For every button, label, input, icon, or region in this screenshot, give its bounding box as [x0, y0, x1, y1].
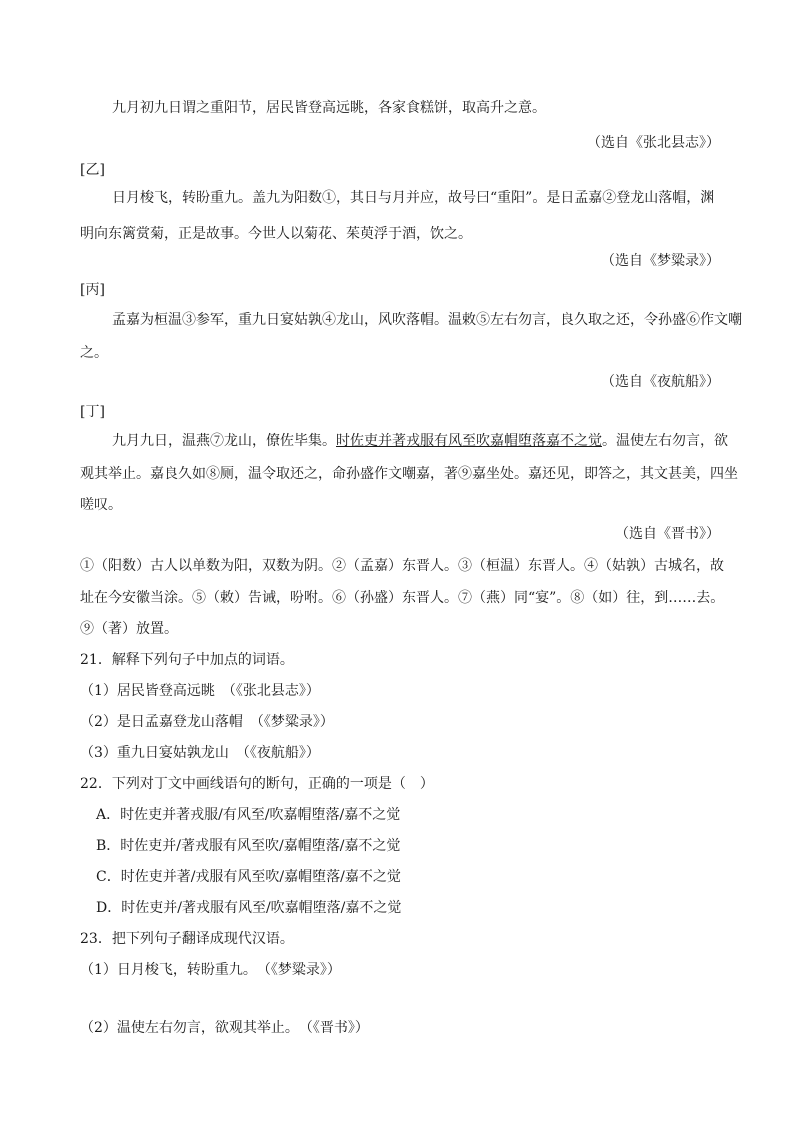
- q22-option-c: C．时佐吏并著/戎服有风至吹/嘉帽堕落/嘉不之觉: [96, 869, 401, 885]
- ding-source: （选自《晋书》）: [615, 526, 720, 542]
- yi-label: [乙]: [80, 162, 105, 178]
- q23-title: 23．把下列句子翻译成现代汉语。: [80, 931, 294, 947]
- ding-line-1: [112, 431, 728, 451]
- yi-source: （选自《梦粱录》）: [601, 253, 720, 269]
- q21-item-3: （3）重九日宴姑孰龙山 （《夜航船》）: [80, 745, 320, 761]
- ding-line-1-start: 九月九日，温燕⑦龙山，僚佐毕集。: [112, 433, 336, 449]
- jia-text: 九月初九日谓之重阳节，居民皆登高远眺，各家食糕饼，取高升之意。: [112, 100, 546, 116]
- notes-line-3: ⑨（著）放置。: [80, 621, 178, 637]
- yi-line-1: 日月梭飞，转盼重九。盖九为阳数①，其日与月并应，故号曰“重阳”。是日孟嘉②登龙山落帽，渊: [112, 190, 715, 206]
- jia-source: （选自《张北县志》）: [587, 135, 720, 151]
- ding-label: [丁]: [80, 404, 105, 420]
- q21-title: 21．解释下列句子中加点的词语。: [80, 652, 294, 668]
- notes-line-2: 址在今安徽当涂。⑤（敕）告诫，吩咐。⑥（孙盛）东晋人。⑦（燕）同“宴”。⑧（如）往，到……去。: [80, 590, 725, 606]
- q22-option-a: A．时佐吏并著戎服/有风至/吹嘉帽堕落/嘉不之觉: [96, 807, 401, 823]
- ding-line-3: 嗟叹。: [80, 497, 122, 513]
- yi-line-2: 明向东篱赏菊，正是故事。今世人以菊花、茱萸浮于酒，饮之。: [80, 226, 472, 242]
- bing-label: [丙]: [80, 282, 105, 298]
- ding-underlined-sentence: 时佐吏并著戎服有风至吹嘉帽堕落嘉不之觉: [336, 433, 602, 449]
- ding-line-2: 观其举止。嘉良久如⑧厕，温令取还之，命孙盛作文嘲嘉，著⑨嘉坐处。嘉还见，即答之，其文甚美，四坐: [80, 466, 738, 482]
- q23-item-2: （2）温使左右勿言，欲观其举止。 （《晋书》）: [80, 1020, 369, 1036]
- bing-source: （选自《夜航船》）: [601, 374, 720, 390]
- bing-line-1: 孟嘉为桓温③参军，重九日宴姑孰④龙山，风吹落帽。温敕⑤左右勿言，良久取之还，令孙盛⑥作文嘲: [112, 312, 742, 328]
- q22-title: 22．下列对丁文中画线语句的断句，正确的一项是（ ）: [80, 776, 434, 792]
- q22-option-d: D．时佐吏并/著戎服有风至/吹嘉帽堕落/嘉不之觉: [96, 900, 402, 916]
- bing-line-2: 之。: [80, 345, 108, 361]
- q21-item-1: （1）居民皆登高远眺 （《张北县志》）: [80, 683, 320, 699]
- q22-option-b: B．时佐吏并/著戎服有风至吹/嘉帽堕落/嘉不之觉: [96, 838, 401, 854]
- ding-line-1-end: 。温使左右勿言，欲: [602, 433, 728, 449]
- q23-item-1: （1）日月梭飞，转盼重九。 （《梦粱录》）: [80, 962, 341, 978]
- q21-item-2: （2）是日孟嘉登龙山落帽 （《梦粱录》）: [80, 714, 334, 730]
- notes-line-1: ①（阳数）古人以单数为阳，双数为阴。②（孟嘉）东晋人。③（桓温）东晋人。④（姑孰）古城名，故: [80, 558, 724, 574]
